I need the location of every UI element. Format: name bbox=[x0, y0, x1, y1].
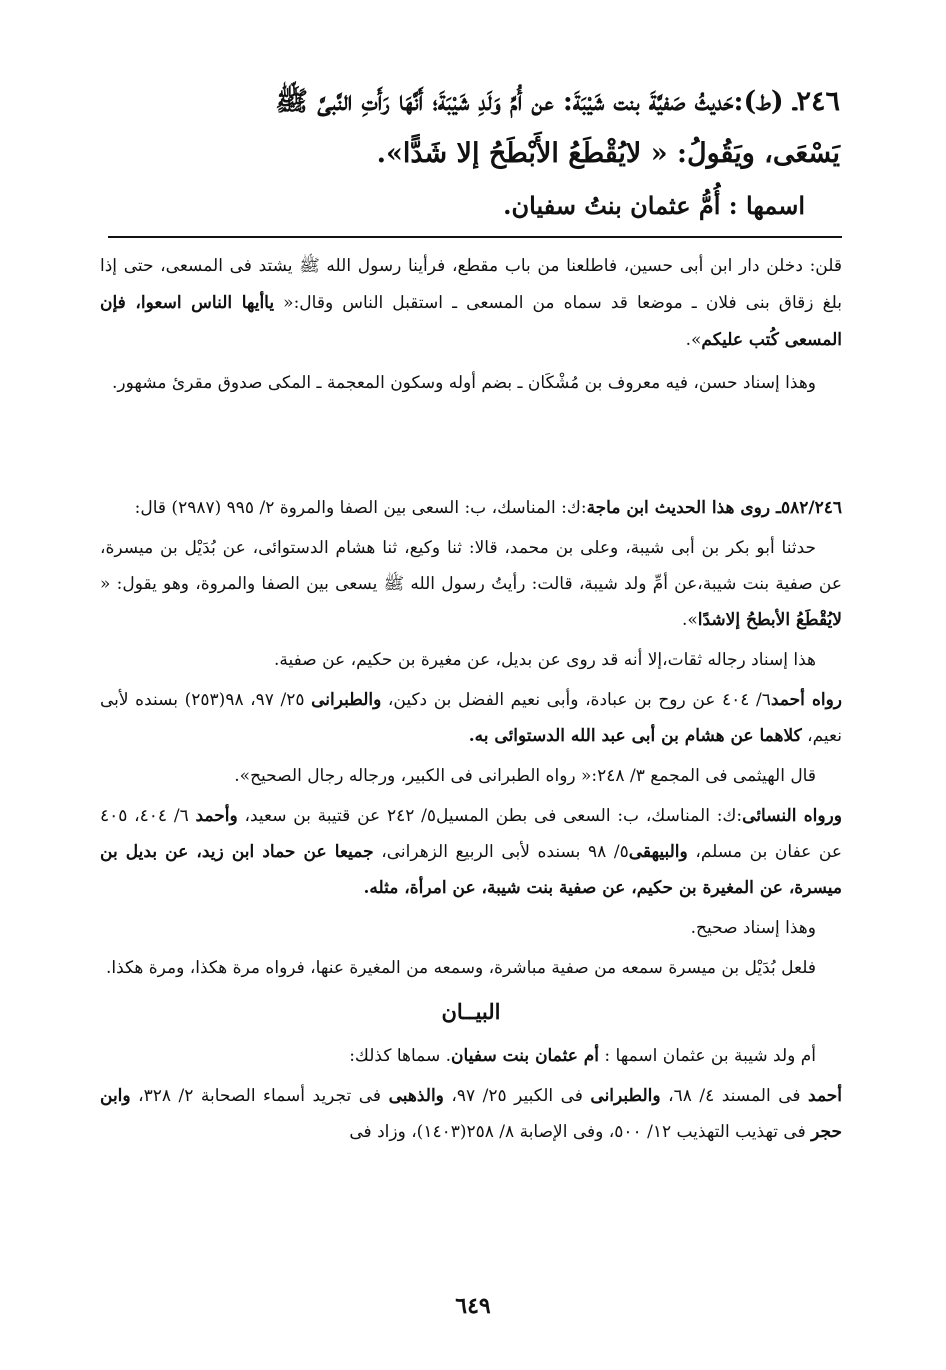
bayan-paragraph bbox=[100, 1038, 842, 1074]
narration-header bbox=[100, 490, 842, 526]
bold-ref: رواه أحمد bbox=[770, 690, 843, 710]
ref-text: ٥/ ٩٨ بسنده لأبى الربيع الزهرانى، bbox=[373, 842, 629, 862]
section-divider bbox=[108, 236, 842, 238]
isnad-text: حدثنا أبو بكر بن أبى شيبة، وعلى بن محمد، قالا: ثنا وكيع، ثنا هشام الدستوائى، عن بُدَيْل بن ميسرة، عن صفية بنت شيبة،عن أمِّ ولد شيبة، قالت: رأيتُ رسول الله ﷺ يسعى بين الصفا والمروة، وهو يقول: « bbox=[100, 538, 842, 594]
bold-ref: أحمد bbox=[808, 1086, 842, 1106]
ref-text: :ك: المناسك، ب: السعى فى بطن المسيل٥/ ٢٤٢ عن قتيبة بن سعيد، bbox=[237, 806, 743, 826]
bold-ref: والطبرانى bbox=[590, 1086, 661, 1106]
main-commentary bbox=[100, 490, 842, 1154]
hadith-quote: لايُقْطَعُ الأبطحُ إلاشدًا bbox=[697, 610, 842, 630]
footnote-paragraph bbox=[100, 248, 842, 359]
ahmad-narration bbox=[100, 682, 842, 754]
ref-text: ٦/ ٤٠٤ عن روح بن عبادة، وأبى نعيم الفضل بن دكين، bbox=[381, 690, 771, 710]
ref-text: ٦/ ٤٠٤، ٤٠٥ عن عفان بن مسلم، bbox=[100, 806, 843, 862]
conclusion-paragraph: فلعل بُدَيْل بن ميسرة سمعه من صفية مباشرة، وسمعه من المغيرة عنها، فرواه مرة هكذا، ومرة هكذا. bbox=[105, 958, 816, 978]
isnad-sahih: وهذا إسناد صحيح. bbox=[690, 918, 816, 938]
ref-text: فى تهذيب التهذيب ١٢/ ٥٠٠، وفى الإصابة ٨/ ٢٥٨(١٤٠٣)، وزاد فى bbox=[349, 1122, 812, 1142]
bold-ref: والطبرانى bbox=[311, 690, 382, 710]
footnote-text-end: ». bbox=[685, 330, 702, 350]
narration-source: :ك: المناسك، ب: السعى بين الصفا والمروة ٢/ ٩٩٥ (٢٩٨٧) قال: bbox=[134, 498, 587, 518]
sources-paragraph bbox=[100, 1078, 842, 1150]
hadith-heading bbox=[100, 76, 840, 180]
ref-text: ٢٥/ ٩٧، ٩٨(٢٥٣) بسنده لأبى نعيم، bbox=[100, 690, 842, 746]
hadith-heading-line-1: ٢٤٦ـ (ط):حَديثُ صَفيَّةَ بنت شَيْبَةَ: عن أُمِّ وَلَدِ شَيْبَةَ؛ أَنَّهَا رَأَتِ النَّبىَّ ﷺ bbox=[275, 86, 840, 117]
bold-ref: والبيهقى bbox=[628, 842, 688, 862]
page-number: ٦٤٩ bbox=[455, 1293, 491, 1319]
isnad-paragraph bbox=[100, 530, 842, 638]
ref-text: أم ولد شيبة بن عثمان اسمها : bbox=[599, 1046, 816, 1066]
bold-ref: وأحمد bbox=[195, 806, 238, 826]
footnote-bold-quote: ياأيها الناس اسعوا، فإن المسعى كُتب عليكم bbox=[100, 293, 842, 350]
hadith-heading-line-2: يَسْعَى، ويَقُولُ: « لايُقْطَعُ الأَبْطَحُ إلا شَدًّا». bbox=[376, 138, 840, 169]
ref-text: فى تجريد أسماء الصحابة ٢/ ٣٢٨، bbox=[130, 1086, 389, 1106]
footnote-isnad-note: وهذا إسناد حسن، فيه معروف بن مُشْكَان ـ بضم أوله وسكون المعجمة ـ المكى صدوق مقرئ مشهور. bbox=[112, 373, 816, 393]
bold-ref: والذهبى bbox=[388, 1086, 444, 1106]
ref-text: فى المسند ٤/ ٦٨، bbox=[660, 1086, 809, 1106]
ref-text: فى الكبير ٢٥/ ٩٧، bbox=[443, 1086, 591, 1106]
isnad-assessment: هذا إسناد رجاله ثقات،إلا أنه قد روى عن بديل، عن مغيرة بن حكيم، عن صفية. bbox=[274, 650, 816, 670]
ref-text: . سماها كذلك: bbox=[349, 1046, 452, 1066]
isnad-text-end: ». bbox=[681, 610, 698, 630]
bold-ref: جميعا عن حماد ابن زيد، عن بديل بن ميسرة، عن المغيرة بن حكيم، عن صفية بنت شيبة، عن امرأة، مثله. bbox=[100, 842, 842, 898]
bold-ref: ورواه النسائى bbox=[742, 806, 842, 826]
continued-footnote bbox=[100, 248, 842, 402]
haythami-quote: قال الهيثمى فى المجمع ٣/ ٢٤٨:« رواه الطبرانى فى الكبير، ورجاله رجال الصحيح». bbox=[234, 766, 816, 786]
bold-ref: وابن حجر bbox=[100, 1086, 842, 1142]
narrator-name-line: اسمها : أُمُّ عثمان بنتُ سفيان. bbox=[503, 191, 805, 220]
bold-ref: كلاهما عن هشام بن أبى عبد الله الدستوائى به. bbox=[468, 726, 802, 746]
footnote-text: قلن: دخلن دار ابن أبى حسين، فاطلعنا من باب مقطع، فرأينا رسول الله ﷺ يشتد فى المسعى، حتى إذا بلغ زقاق بنى فلان ـ موضعا قد سماه من المسعى ـ استقبل الناس وقال:« bbox=[100, 256, 842, 313]
section-title: البيــان bbox=[441, 999, 501, 1024]
bold-name: أم عثمان بنت سفيان bbox=[451, 1046, 600, 1066]
nasai-narration bbox=[100, 798, 842, 906]
narration-number: ٥٨٢/٢٤٦ـ روى هذا الحديث ابن ماجة bbox=[586, 498, 842, 518]
